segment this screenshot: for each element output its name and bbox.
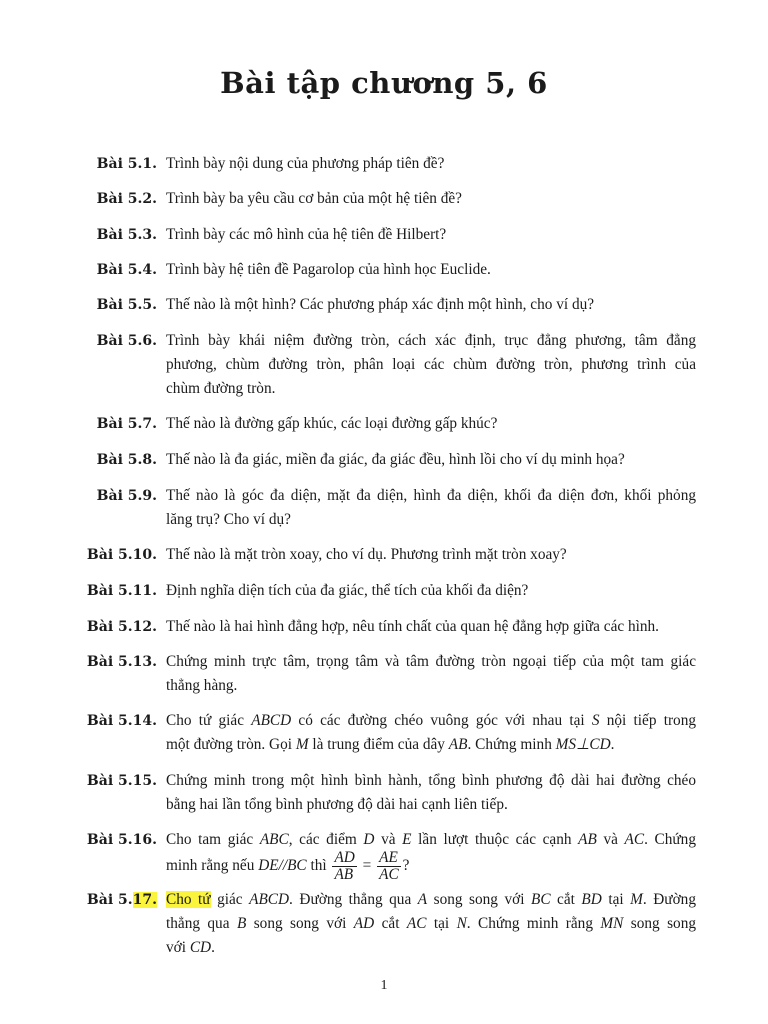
problem-label: Bài 5.16. xyxy=(86,832,157,848)
problem-label: Bài 5.6. xyxy=(96,333,157,349)
problem-text xyxy=(166,484,696,532)
page-number: 1 xyxy=(380,978,388,993)
problem-text xyxy=(166,828,696,883)
text-line: bằng hai lần tổng bình phương độ dài hai cạnh liên tiếp. xyxy=(166,796,508,813)
fraction-ad-ab: $\frac{AD}{AB}$ xyxy=(334,849,355,883)
problem-label: Bài 5.15. xyxy=(86,773,157,789)
problem-label: Bài 5.10. xyxy=(86,547,157,563)
text-line: Chứng minh trực tâm, trọng tâm và tâm đường tròn ngoại tiếp của một tam giác xyxy=(166,653,696,670)
problem-label: Bài 5.4. xyxy=(96,262,157,278)
problem-text: Trình bày các mô hình của hệ tiên đề Hilbert? xyxy=(166,226,447,243)
fraction-ae-ac: $\frac{AE}{AC}$ xyxy=(379,849,399,883)
text-line: Chứng minh trong một hình bình hành, tổng bình phương độ dài hai đường chéo xyxy=(166,772,696,789)
problem-text: Thế nào là đa giác, miền đa giác, đa giác đều, hình lồi cho ví dụ minh họa? xyxy=(166,451,625,468)
text-line: Cho tứ giác ABCD. Đường thẳng qua A song song với BC cắt BD tại M. Đường xyxy=(166,891,696,908)
problem-text xyxy=(166,650,696,698)
text-line: một đường tròn. Gọi M là trung điểm của dây AB. Chứng minh MS⊥CD. xyxy=(166,736,615,753)
problem-label: Bài 5.8. xyxy=(96,452,157,468)
text-line: minh rằng nếu DE//BC thì $\frac{AD}{AB}$ = $\frac{AE}{AC}$ ? xyxy=(166,849,410,883)
problem-label: Bài 5.7. xyxy=(96,416,157,432)
problem-text xyxy=(166,769,696,817)
problem-label: Bài 5.14. xyxy=(86,713,157,729)
text-line: thẳng qua B song song với AD cắt AC tại N. Chứng minh rằng MN song song xyxy=(166,915,696,932)
problem-label: Bài 5.17. xyxy=(86,892,157,908)
text-line: với CD. xyxy=(166,939,215,956)
text-line: Cho tam giác ABC, các điểm D và E lần lượt thuộc các cạnh AB và AC. Chứng xyxy=(166,831,696,848)
problem-label: Bài 5.3. xyxy=(96,227,157,243)
problem-text xyxy=(166,329,696,401)
text-line: thẳng hàng. xyxy=(166,677,238,694)
problem-text: Thế nào là hai hình đẳng hợp, nêu tính chất của quan hệ đẳng hợp giữa các hình. xyxy=(166,618,659,635)
page-title: Bài tập chương 5, 6 xyxy=(220,66,548,100)
text-highlight: Cho tứ xyxy=(166,891,211,908)
text-line: phương, chùm đường tròn, phân loại các chùm đường tròn, phương trình của xyxy=(166,356,696,373)
problem-text: Định nghĩa diện tích của đa giác, thể tích của khối đa diện? xyxy=(166,582,529,599)
problem-label: Bài 5.5. xyxy=(96,297,157,313)
problem-label: Bài 5.11. xyxy=(86,583,157,599)
text-line: Trình bày khái niệm đường tròn, cách xác định, trục đẳng phương, tâm đẳng xyxy=(166,332,696,349)
problem-text: Trình bày nội dung của phương pháp tiên đề? xyxy=(166,155,445,172)
text-line: lăng trụ? Cho ví dụ? xyxy=(166,511,291,528)
problem-text: Thế nào là đường gấp khúc, các loại đường gấp khúc? xyxy=(166,415,498,432)
problem-text: Trình bày hệ tiên đề Pagarolop của hình học Euclide. xyxy=(166,261,491,278)
text-line: Thế nào là góc đa diện, mặt đa diện, hình đa diện, khối đa diện đơn, khối phỏng xyxy=(166,487,696,504)
problem-text xyxy=(166,709,696,757)
problem-label: Bài 5.9. xyxy=(96,488,157,504)
problem-text: Trình bày ba yêu cầu cơ bản của một hệ tiên đề? xyxy=(166,190,462,207)
problem-label: Bài 5.13. xyxy=(86,654,157,670)
problem-text xyxy=(166,888,696,960)
problem-text: Thế nào là một hình? Các phương pháp xác định một hình, cho ví dụ? xyxy=(166,296,595,313)
text-line: Cho tứ giác ABCD có các đường chéo vuông góc với nhau tại S nội tiếp trong xyxy=(166,712,696,729)
problem-label: Bài 5.2. xyxy=(96,191,157,207)
problem-label: Bài 5.1. xyxy=(96,156,157,172)
text-line: chùm đường tròn. xyxy=(166,380,276,397)
problem-text: Thế nào là mặt tròn xoay, cho ví dụ. Phương trình mặt tròn xoay? xyxy=(166,546,567,563)
text-highlight: 17. xyxy=(132,892,157,908)
problem-label: Bài 5.12. xyxy=(86,619,157,635)
